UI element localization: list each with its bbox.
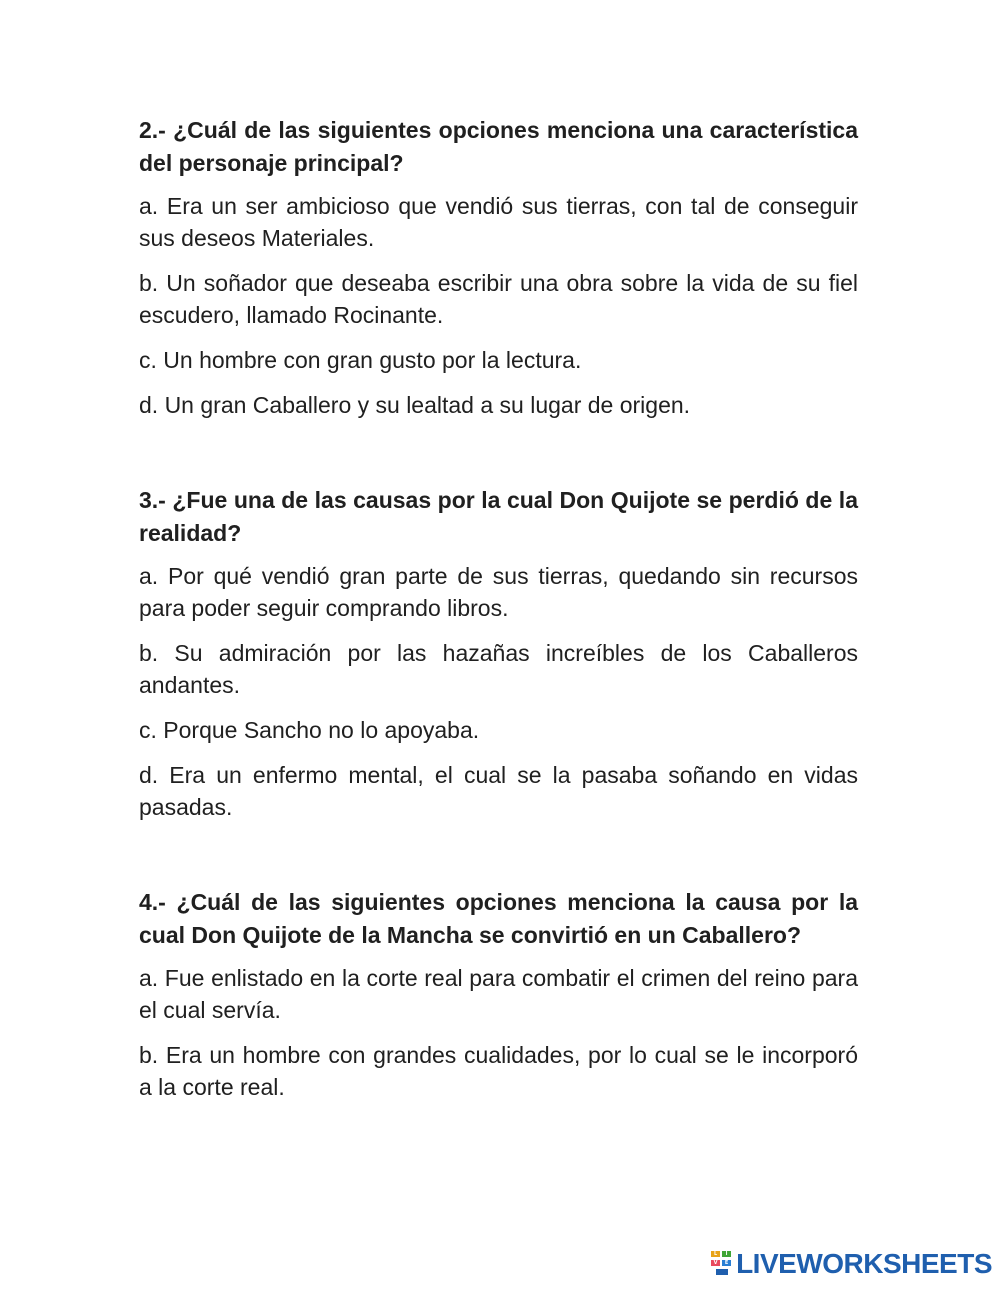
option-b: b. Un soñador que deseaba escribir una obra sobre la vida de su fiel escudero, llamado Rocinante. bbox=[139, 270, 858, 328]
liveworksheets-logo-icon bbox=[711, 1251, 733, 1277]
question-title: 2.- ¿Cuál de las siguientes opciones menciona una característica del personaje principal? bbox=[139, 117, 858, 176]
question-title: 4.- ¿Cuál de las siguientes opciones menciona la causa por la cual Don Quijote de la Mancha se convirtió en un Caballero? bbox=[139, 889, 858, 948]
option-a: a. Era un ser ambicioso que vendió sus tierras, con tal de conseguir sus deseos Materiales. bbox=[139, 193, 858, 251]
logo-block-i: I bbox=[722, 1251, 731, 1257]
option-d: d. Un gran Caballero y su lealtad a su lugar de origen. bbox=[139, 392, 691, 418]
liveworksheets-logo bbox=[711, 1249, 992, 1279]
question-2 bbox=[139, 114, 858, 434]
logo-block-e: E bbox=[722, 1260, 731, 1266]
option-d: d. Era un enfermo mental, el cual se la pasaba soñando en vidas pasadas. bbox=[139, 762, 858, 820]
option-b: b. Era un hombre con grandes cualidades, por lo cual se le incorporó a la corte real. bbox=[139, 1042, 858, 1100]
logo-block-l: L bbox=[711, 1251, 720, 1257]
question-3 bbox=[139, 484, 858, 836]
option-a: a. Por qué vendió gran parte de sus tierras, quedando sin recursos para poder seguir comprando libros. bbox=[139, 563, 858, 621]
logo-block-v: V bbox=[711, 1260, 720, 1266]
option-c: c. Un hombre con gran gusto por la lectura. bbox=[139, 347, 582, 373]
option-a: a. Fue enlistado en la corte real para combatir el crimen del reino para el cual servía. bbox=[139, 965, 858, 1023]
logo-block-base bbox=[716, 1269, 728, 1275]
option-c: c. Porque Sancho no lo apoyaba. bbox=[139, 717, 480, 743]
question-title: 3.- ¿Fue una de las causas por la cual Don Quijote se perdió de la realidad? bbox=[139, 487, 858, 546]
logo-text: LIVEWORKSHEETS bbox=[736, 1248, 992, 1279]
option-b: b. Su admiración por las hazañas increíbles de los Caballeros andantes. bbox=[139, 640, 858, 698]
question-4 bbox=[139, 886, 858, 1116]
